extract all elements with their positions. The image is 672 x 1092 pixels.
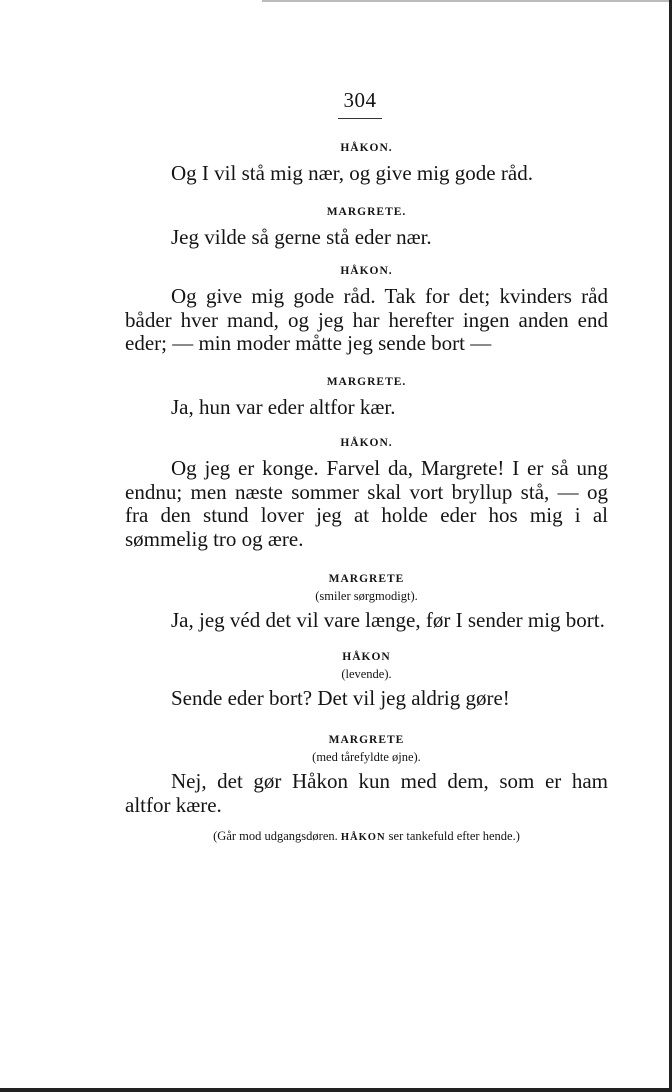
speaker-name: HÅKON. xyxy=(340,437,393,449)
speaker-name: MARGRETE. xyxy=(326,375,407,388)
speaker-name: HÅKON. xyxy=(340,265,393,277)
stage-direction: (smiler sørgmodigt). xyxy=(315,589,418,603)
speaker-name: HÅKON. xyxy=(340,142,393,154)
dialogue-line: Og jeg er konge. Farvel da, Margrete! I er så ung endnu; men næste sommer skal vort bryllup stå, — og fra den stund lover jeg at holde eder hos mig i al sømmelig tro og ære. xyxy=(125,456,608,551)
closing-direction-speaker: HÅKON xyxy=(340,832,386,843)
dialogue-line: Og I vil stå mig nær, og give mig gode råd. xyxy=(171,161,533,185)
play-text xyxy=(125,140,608,847)
stage-direction: (levende). xyxy=(341,666,392,681)
dialogue-line: Nej, det gør Håkon kun med dem, som er ham altfor kære. xyxy=(125,769,608,817)
speaker-name: MARGRETE xyxy=(328,573,405,585)
stage-direction: (med tårefyldte øjne). xyxy=(312,750,421,764)
speaker-name: HÅKON xyxy=(342,650,391,663)
dialogue-line: Ja, jeg véd det vil vare længe, før I sender mig bort. xyxy=(171,608,605,632)
scan-top-edge xyxy=(262,0,672,2)
dialogue-line: Jeg vilde så gerne stå eder nær. xyxy=(171,224,432,249)
closing-direction-start: (Går mod udgangsdøren. xyxy=(213,829,338,843)
dialogue-line: Sende eder bort? Det vil jeg aldrig gøre! xyxy=(171,685,510,710)
dialogue-line: Og give mig gode råd. Tak for det; kvinders råd båder hver mand, og jeg har herefter ingen anden end eder; — min moder måtte jeg sende bort — xyxy=(125,284,608,355)
dialogue-line: Ja, hun var eder altfor kær. xyxy=(171,394,396,419)
page-number-rule xyxy=(338,118,382,119)
speaker-name: MARGRETE. xyxy=(326,205,407,218)
closing-direction-end: ser tankefuld efter hende.) xyxy=(388,829,520,843)
closing-stage-direction xyxy=(125,827,608,847)
speaker-name: MARGRETE xyxy=(328,734,405,746)
scan-bottom-edge xyxy=(0,1088,672,1092)
page-number: 304 xyxy=(343,88,377,112)
